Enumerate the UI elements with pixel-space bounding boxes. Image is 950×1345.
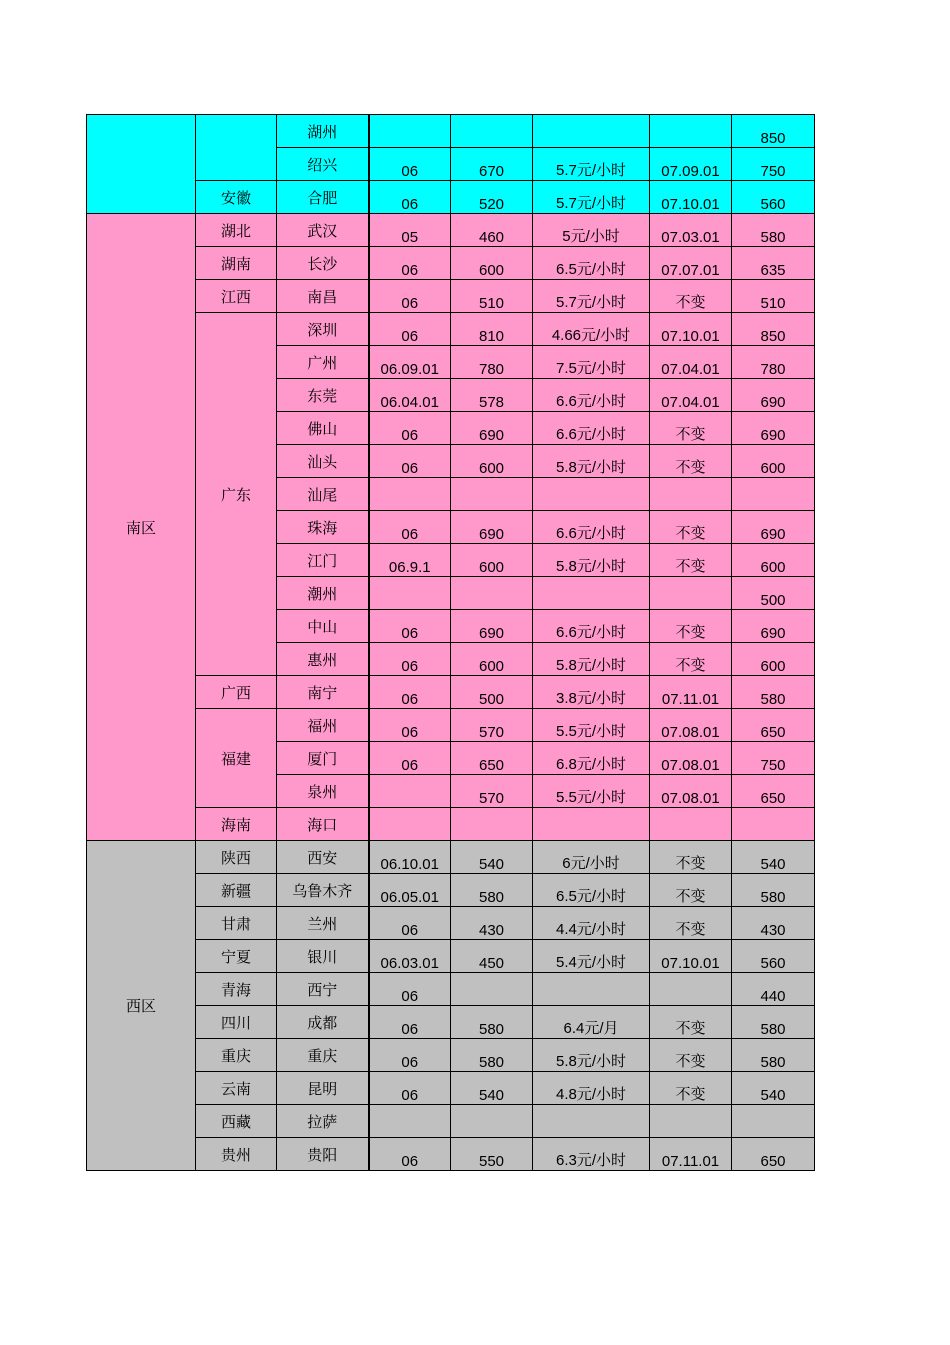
- hourly-cell: 3.8元/小时: [533, 676, 650, 709]
- date-cell: 06: [369, 313, 451, 346]
- new-wage-cell: 600: [732, 643, 815, 676]
- adjust-date-cell: 不变: [650, 280, 732, 313]
- date-cell: 06: [369, 676, 451, 709]
- hourly-cell: 5元/小时: [533, 214, 650, 247]
- city-cell: 汕尾: [277, 478, 369, 511]
- adjust-date-cell: 不变: [650, 907, 732, 940]
- adjust-date-cell: 07.07.01: [650, 247, 732, 280]
- adjust-date-cell: 不变: [650, 544, 732, 577]
- date-cell: 06: [369, 1006, 451, 1039]
- new-wage-cell: 650: [732, 1138, 815, 1171]
- date-cell: 06: [369, 181, 451, 214]
- date-cell: 05: [369, 214, 451, 247]
- wage-cell: [451, 1105, 533, 1138]
- hourly-cell: [533, 973, 650, 1006]
- adjust-date-cell: 不变: [650, 412, 732, 445]
- city-cell: 湖州: [277, 115, 369, 148]
- province-cell: [196, 115, 277, 181]
- new-wage-cell: 580: [732, 676, 815, 709]
- hourly-cell: [533, 577, 650, 610]
- date-cell: 06.05.01: [369, 874, 451, 907]
- wage-cell: 810: [451, 313, 533, 346]
- date-cell: 06: [369, 742, 451, 775]
- wage-cell: 650: [451, 742, 533, 775]
- province-cell: 安徽: [196, 181, 277, 214]
- hourly-cell: 6元/小时: [533, 841, 650, 874]
- city-cell: 绍兴: [277, 148, 369, 181]
- city-cell: 深圳: [277, 313, 369, 346]
- hourly-cell: 5.8元/小时: [533, 643, 650, 676]
- province-cell: 新疆: [196, 874, 277, 907]
- city-cell: 广州: [277, 346, 369, 379]
- city-cell: 银川: [277, 940, 369, 973]
- date-cell: 06: [369, 610, 451, 643]
- city-cell: 长沙: [277, 247, 369, 280]
- new-wage-cell: 580: [732, 1039, 815, 1072]
- adjust-date-cell: [650, 115, 732, 148]
- city-cell: 成都: [277, 1006, 369, 1039]
- new-wage-cell: 650: [732, 709, 815, 742]
- adjust-date-cell: 07.04.01: [650, 346, 732, 379]
- new-wage-cell: 780: [732, 346, 815, 379]
- adjust-date-cell: 07.10.01: [650, 940, 732, 973]
- wage-cell: 570: [451, 775, 533, 808]
- new-wage-cell: 650: [732, 775, 815, 808]
- wage-cell: [451, 115, 533, 148]
- new-wage-cell: 750: [732, 742, 815, 775]
- province-cell: 海南: [196, 808, 277, 841]
- hourly-cell: 6.6元/小时: [533, 511, 650, 544]
- wage-cell: 510: [451, 280, 533, 313]
- adjust-date-cell: 不变: [650, 1039, 732, 1072]
- new-wage-cell: 600: [732, 445, 815, 478]
- province-cell: 江西: [196, 280, 277, 313]
- hourly-cell: 6.6元/小时: [533, 412, 650, 445]
- table-row: [87, 280, 815, 313]
- province-cell: 西藏: [196, 1105, 277, 1138]
- province-cell: 宁夏: [196, 940, 277, 973]
- new-wage-cell: 580: [732, 874, 815, 907]
- date-cell: 06: [369, 1039, 451, 1072]
- new-wage-cell: 510: [732, 280, 815, 313]
- wage-cell: 600: [451, 445, 533, 478]
- city-cell: 南宁: [277, 676, 369, 709]
- region-cell-east: [87, 115, 196, 214]
- table-row: [87, 841, 815, 874]
- new-wage-cell: 690: [732, 412, 815, 445]
- province-cell: 陕西: [196, 841, 277, 874]
- date-cell: 06.09.01: [369, 346, 451, 379]
- hourly-cell: 5.5元/小时: [533, 775, 650, 808]
- new-wage-cell: 540: [732, 1072, 815, 1105]
- new-wage-cell: 600: [732, 544, 815, 577]
- table-row: [87, 1105, 815, 1138]
- province-cell: 湖南: [196, 247, 277, 280]
- adjust-date-cell: 07.11.01: [650, 676, 732, 709]
- hourly-cell: 4.8元/小时: [533, 1072, 650, 1105]
- wage-cell: 690: [451, 511, 533, 544]
- adjust-date-cell: 07.08.01: [650, 742, 732, 775]
- wage-cell: 690: [451, 412, 533, 445]
- hourly-cell: 6.6元/小时: [533, 610, 650, 643]
- hourly-cell: [533, 808, 650, 841]
- date-cell: 06: [369, 511, 451, 544]
- city-cell: 中山: [277, 610, 369, 643]
- adjust-date-cell: [650, 577, 732, 610]
- adjust-date-cell: 07.09.01: [650, 148, 732, 181]
- adjust-date-cell: 不变: [650, 445, 732, 478]
- date-cell: 06: [369, 907, 451, 940]
- adjust-date-cell: 不变: [650, 643, 732, 676]
- wage-cell: 670: [451, 148, 533, 181]
- wage-cell: 460: [451, 214, 533, 247]
- table-row: [87, 1039, 815, 1072]
- hourly-cell: 5.8元/小时: [533, 445, 650, 478]
- province-cell: 青海: [196, 973, 277, 1006]
- table-row: [87, 1072, 815, 1105]
- new-wage-cell: 560: [732, 181, 815, 214]
- wage-table: [86, 114, 815, 1171]
- new-wage-cell: 690: [732, 379, 815, 412]
- date-cell: 06: [369, 1072, 451, 1105]
- table-row: [87, 1006, 815, 1039]
- date-cell: [369, 478, 451, 511]
- hourly-cell: 6.4元/月: [533, 1006, 650, 1039]
- province-cell: 云南: [196, 1072, 277, 1105]
- wage-cell: 500: [451, 676, 533, 709]
- adjust-date-cell: 不变: [650, 511, 732, 544]
- city-cell: 拉萨: [277, 1105, 369, 1138]
- table-row: [87, 247, 815, 280]
- table-row: [87, 907, 815, 940]
- date-cell: [369, 808, 451, 841]
- hourly-cell: 4.4元/小时: [533, 907, 650, 940]
- table-row: [87, 1138, 815, 1171]
- wage-cell: 450: [451, 940, 533, 973]
- adjust-date-cell: 07.11.01: [650, 1138, 732, 1171]
- city-cell: 昆明: [277, 1072, 369, 1105]
- city-cell: 福州: [277, 709, 369, 742]
- hourly-cell: 5.4元/小时: [533, 940, 650, 973]
- province-cell: 福建: [196, 709, 277, 808]
- adjust-date-cell: 07.10.01: [650, 313, 732, 346]
- new-wage-cell: 635: [732, 247, 815, 280]
- wage-cell: 580: [451, 874, 533, 907]
- hourly-cell: 5.7元/小时: [533, 148, 650, 181]
- wage-cell: [451, 808, 533, 841]
- adjust-date-cell: [650, 1105, 732, 1138]
- hourly-cell: [533, 478, 650, 511]
- table-row: [87, 676, 815, 709]
- wage-cell: 578: [451, 379, 533, 412]
- table-row: [87, 115, 815, 148]
- city-cell: 厦门: [277, 742, 369, 775]
- city-cell: 泉州: [277, 775, 369, 808]
- city-cell: 汕头: [277, 445, 369, 478]
- city-cell: 贵阳: [277, 1138, 369, 1171]
- city-cell: 江门: [277, 544, 369, 577]
- new-wage-cell: 540: [732, 841, 815, 874]
- date-cell: 06: [369, 280, 451, 313]
- new-wage-cell: 500: [732, 577, 815, 610]
- wage-cell: [451, 973, 533, 1006]
- adjust-date-cell: 07.08.01: [650, 709, 732, 742]
- city-cell: 东莞: [277, 379, 369, 412]
- date-cell: 06: [369, 148, 451, 181]
- table-row: [87, 313, 815, 346]
- table-row: [87, 973, 815, 1006]
- table-row: [87, 940, 815, 973]
- hourly-cell: 6.8元/小时: [533, 742, 650, 775]
- province-cell: 广东: [196, 313, 277, 676]
- date-cell: [369, 1105, 451, 1138]
- table-row: [87, 709, 815, 742]
- new-wage-cell: 440: [732, 973, 815, 1006]
- date-cell: [369, 115, 451, 148]
- city-cell: 西安: [277, 841, 369, 874]
- wage-cell: 600: [451, 247, 533, 280]
- hourly-cell: [533, 115, 650, 148]
- adjust-date-cell: 07.03.01: [650, 214, 732, 247]
- new-wage-cell: [732, 1105, 815, 1138]
- region-cell-south: 南区: [87, 214, 196, 841]
- new-wage-cell: 750: [732, 148, 815, 181]
- date-cell: 06: [369, 709, 451, 742]
- new-wage-cell: 850: [732, 313, 815, 346]
- date-cell: 06: [369, 643, 451, 676]
- adjust-date-cell: [650, 478, 732, 511]
- city-cell: 乌鲁木齐: [277, 874, 369, 907]
- wage-cell: 580: [451, 1006, 533, 1039]
- date-cell: [369, 577, 451, 610]
- hourly-cell: 6.5元/小时: [533, 247, 650, 280]
- hourly-cell: 6.5元/小时: [533, 874, 650, 907]
- city-cell: 佛山: [277, 412, 369, 445]
- hourly-cell: 5.5元/小时: [533, 709, 650, 742]
- wage-cell: 430: [451, 907, 533, 940]
- wage-cell: [451, 577, 533, 610]
- adjust-date-cell: 07.04.01: [650, 379, 732, 412]
- adjust-date-cell: 不变: [650, 1006, 732, 1039]
- new-wage-cell: 580: [732, 1006, 815, 1039]
- date-cell: [369, 775, 451, 808]
- city-cell: 海口: [277, 808, 369, 841]
- hourly-cell: 5.7元/小时: [533, 181, 650, 214]
- hourly-cell: 6.3元/小时: [533, 1138, 650, 1171]
- province-cell: 四川: [196, 1006, 277, 1039]
- date-cell: 06.04.01: [369, 379, 451, 412]
- table-row: [87, 874, 815, 907]
- new-wage-cell: 850: [732, 115, 815, 148]
- wage-cell: 690: [451, 610, 533, 643]
- hourly-cell: 6.6元/小时: [533, 379, 650, 412]
- date-cell: 06.9.1: [369, 544, 451, 577]
- table-row: [87, 181, 815, 214]
- adjust-date-cell: 07.08.01: [650, 775, 732, 808]
- hourly-cell: 5.8元/小时: [533, 544, 650, 577]
- date-cell: 06: [369, 445, 451, 478]
- province-cell: 湖北: [196, 214, 277, 247]
- hourly-cell: 5.7元/小时: [533, 280, 650, 313]
- city-cell: 武汉: [277, 214, 369, 247]
- wage-cell: 540: [451, 841, 533, 874]
- date-cell: 06: [369, 1138, 451, 1171]
- wage-cell: 550: [451, 1138, 533, 1171]
- date-cell: 06.03.01: [369, 940, 451, 973]
- city-cell: 重庆: [277, 1039, 369, 1072]
- province-cell: 贵州: [196, 1138, 277, 1171]
- adjust-date-cell: 不变: [650, 610, 732, 643]
- city-cell: 合肥: [277, 181, 369, 214]
- date-cell: 06.10.01: [369, 841, 451, 874]
- adjust-date-cell: [650, 808, 732, 841]
- adjust-date-cell: [650, 973, 732, 1006]
- table-row: [87, 808, 815, 841]
- wage-cell: 780: [451, 346, 533, 379]
- wage-cell: 570: [451, 709, 533, 742]
- table-row: [87, 214, 815, 247]
- new-wage-cell: 690: [732, 610, 815, 643]
- province-cell: 重庆: [196, 1039, 277, 1072]
- wage-cell: 600: [451, 544, 533, 577]
- hourly-cell: 7.5元/小时: [533, 346, 650, 379]
- date-cell: 06: [369, 247, 451, 280]
- date-cell: 06: [369, 973, 451, 1006]
- city-cell: 惠州: [277, 643, 369, 676]
- adjust-date-cell: 不变: [650, 874, 732, 907]
- city-cell: 潮州: [277, 577, 369, 610]
- new-wage-cell: 430: [732, 907, 815, 940]
- new-wage-cell: 560: [732, 940, 815, 973]
- date-cell: 06: [369, 412, 451, 445]
- adjust-date-cell: 07.10.01: [650, 181, 732, 214]
- city-cell: 西宁: [277, 973, 369, 1006]
- new-wage-cell: [732, 478, 815, 511]
- region-cell-west: 西区: [87, 841, 196, 1171]
- city-cell: 南昌: [277, 280, 369, 313]
- wage-cell: 580: [451, 1039, 533, 1072]
- new-wage-cell: 580: [732, 214, 815, 247]
- wage-cell: 600: [451, 643, 533, 676]
- province-cell: 甘肃: [196, 907, 277, 940]
- adjust-date-cell: 不变: [650, 841, 732, 874]
- hourly-cell: 4.66元/小时: [533, 313, 650, 346]
- new-wage-cell: 690: [732, 511, 815, 544]
- wage-cell: [451, 478, 533, 511]
- new-wage-cell: [732, 808, 815, 841]
- hourly-cell: 5.8元/小时: [533, 1039, 650, 1072]
- wage-cell: 540: [451, 1072, 533, 1105]
- province-cell: 广西: [196, 676, 277, 709]
- adjust-date-cell: 不变: [650, 1072, 732, 1105]
- city-cell: 珠海: [277, 511, 369, 544]
- wage-cell: 520: [451, 181, 533, 214]
- hourly-cell: [533, 1105, 650, 1138]
- city-cell: 兰州: [277, 907, 369, 940]
